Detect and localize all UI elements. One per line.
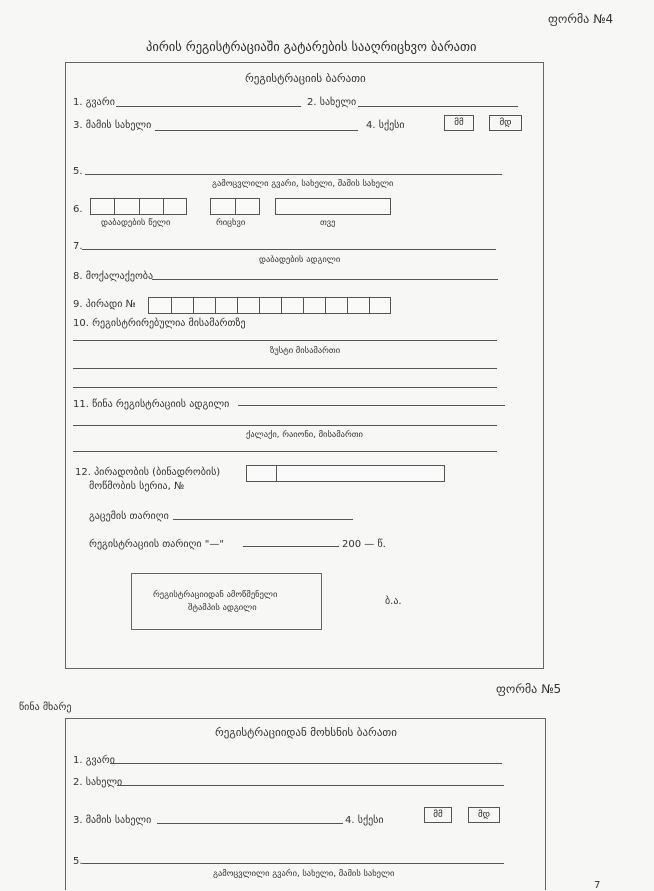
form4-birth-day-caption: რიცხვი [216,218,246,228]
pn-cell-divider [303,298,304,313]
day-cell-divider [235,199,236,214]
form4-id-label-line2: მოწმობის სერია, № [89,481,185,492]
form4-personal-number-boxes[interactable] [148,297,391,314]
form4-prev-reg-label: 11. წინა რეგისტრაციის ადგილი [73,399,230,410]
year-cell-divider [163,199,164,214]
form5-patronymic-label: 3. მამის სახელი [73,815,152,826]
form4-address-field[interactable] [73,340,497,341]
form4-sex-label: 4. სქესი [366,120,405,131]
form4-birth-year-boxes[interactable] [90,198,187,215]
form5-changed-name-field[interactable] [82,863,504,864]
form5-changed-name-label: 5. [73,856,83,867]
form4-changed-name-caption: გამოცვლილი გვარი, სახელი, მამის სახელი [212,179,394,189]
pn-cell-divider [193,298,194,313]
form4-prev-reg-field[interactable] [238,405,505,406]
pn-cell-divider [171,298,172,313]
pn-cell-divider [237,298,238,313]
pn-cell-divider [215,298,216,313]
form4-personal-number-label: 9. პირადი № [73,299,136,310]
form4-issue-date-label: გაცემის თარიღი [89,511,169,522]
form5-sex-male-box[interactable]: მმ [424,807,452,823]
id-series-divider [276,466,277,481]
form4-id-label-line1: 12. პირადობის (ბინადრობის) [75,467,221,478]
pn-cell-divider [347,298,348,313]
pn-cell-divider [259,298,260,313]
form4-birthdate-label: 6. [73,204,83,215]
form4-title: პირის რეგისტრაციაში გატარების სააღრიცხვო ბარათი [146,39,477,54]
form4-prev-reg-field-2[interactable] [73,425,497,426]
form5-name-label: 2. სახელი [73,777,123,788]
form4-birth-year-caption: დაბადების წელი [101,218,171,228]
form4-name-label: 2. სახელი [307,97,357,108]
form4-label: ფორმა №4 [548,12,614,26]
year-cell-divider [114,199,115,214]
pn-cell-divider [325,298,326,313]
pn-cell-divider [281,298,282,313]
form4-card-title: რეგისტრაციის ბარათი [245,72,366,85]
form4-name-field[interactable] [358,106,518,107]
form4-birth-month-box[interactable] [275,198,391,215]
form4-surname-field[interactable] [116,106,301,107]
year-cell-divider [139,199,140,214]
form5-surname-label: 1. გვარი [73,755,115,766]
form4-issue-date-field[interactable] [173,519,353,520]
form5-surname-field[interactable] [110,763,502,764]
form4-citizenship-label: 8. მოქალაქეობა [73,271,154,282]
form4-stamp-text-line1: რეგისტრაციიდან ამოწმენელი [153,590,278,600]
form4-prev-reg-caption: ქალაქი, რაიონი, მისამართი [246,430,363,440]
form4-stamp-area [131,573,322,630]
form5-patronymic-field[interactable] [157,823,343,824]
form4-birthplace-label: 7. [73,241,83,252]
form4-stamp-text-line2: შტამპის ადგილი [188,603,257,613]
form4-citizenship-field[interactable] [152,279,498,280]
form4-address-field-3[interactable] [73,387,497,388]
form4-id-series-number-box[interactable] [246,465,445,482]
form4-birthplace-field[interactable] [82,249,496,250]
form4-reg-date-year: 200 — წ. [342,539,386,550]
form5-label: ფორმა №5 [496,682,562,696]
form4-surname-label: 1. გვარი [73,97,115,108]
form5-card [65,718,546,890]
form4-address-caption: ზუსტი მისამართი [270,346,341,356]
form4-address-field-2[interactable] [73,368,497,369]
form5-sex-label: 4. სქესი [345,815,384,826]
page-number: 7 [594,880,601,891]
form5-sex-female-box[interactable]: მდ [468,807,500,823]
form4-birth-month-caption: თვე [320,218,336,228]
form4-reg-date-label: რეგისტრაციის თარიღი "—" [89,539,224,550]
form4-patronymic-label: 3. მამის სახელი [73,120,152,131]
form5-name-field[interactable] [117,785,504,786]
form4-birth-day-boxes[interactable] [210,198,260,215]
form4-sex-male-box[interactable]: მმ [444,115,474,131]
pn-cell-divider [369,298,370,313]
form4-reg-date-field[interactable] [243,546,339,547]
form4-changed-name-label: 5. [73,166,83,177]
form5-changed-name-caption: გამოცვლილი გვარი, სახელი, მამის სახელი [213,869,395,879]
form4-patronymic-field[interactable] [155,130,358,131]
form4-prev-reg-field-3[interactable] [73,451,497,452]
form5-side-label: წინა მხარე [19,702,72,713]
form4-seal-label: ბ.ა. [385,596,402,607]
form4-changed-name-field[interactable] [85,174,502,175]
form5-card-title: რეგისტრაციიდან მოხსნის ბარათი [215,726,397,739]
form4-sex-female-box[interactable]: მდ [489,115,522,131]
form4-birthplace-caption: დაბადების ადგილი [259,255,341,265]
form4-address-label: 10. რეგისტრირებულია მისამართზე [73,318,246,329]
